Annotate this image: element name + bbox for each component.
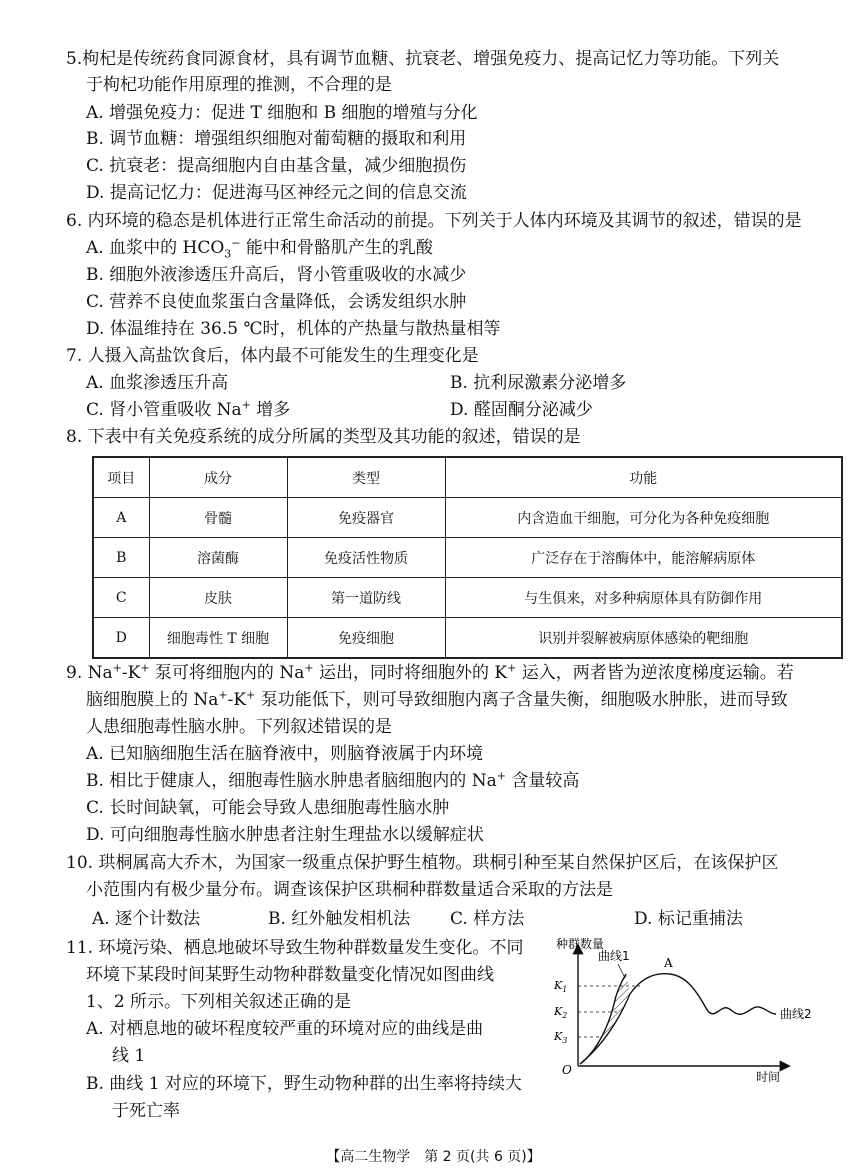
table-cell: 皮肤: [149, 578, 287, 618]
q11-option-a-line1: A. 对栖息地的破坏程度较严重的环境对应的曲线是曲: [86, 1019, 484, 1039]
q8-stem: 8. 下表中有关免疫系统的成分所属的类型及其功能的叙述，错误的是: [66, 427, 581, 447]
table-cell: 细胞毒性 T 细胞: [149, 618, 287, 659]
curve-2-label: 曲线2: [780, 1007, 812, 1021]
q9-option-a: A. 已知脑细胞生活在脑脊液中，则脑脊液属于内环境: [86, 744, 484, 764]
q7-option-d: D. 醛固酮分泌减少: [450, 400, 593, 420]
origin-label: O: [562, 1063, 572, 1077]
table-header-cell: 功能: [445, 457, 842, 498]
q11-option-b-line2: 于死亡率: [112, 1101, 180, 1121]
k2-label: $K_2$: [554, 1005, 568, 1020]
curve-1: [580, 974, 626, 1064]
table-cell: 免疫细胞: [287, 618, 445, 659]
q6-stem: 6. 内环境的稳态是机体进行正常生命活动的前提。下列关于人体内环境及其调节的叙述，错误的是: [66, 211, 802, 231]
table-header-cell: 类型: [287, 457, 445, 498]
q9-option-b: B. 相比于健康人，细胞毒性脑水肿患者脑细胞内的 Na+ 含量较高: [86, 769, 580, 791]
point-a-label: A: [664, 956, 673, 970]
table-cell: 免疫器官: [287, 498, 445, 538]
q6-option-a: A. 血浆中的 $HCO_3^-$ 能中和骨骼肌产生的乳酸: [86, 236, 433, 261]
table-cell: 免疫活性物质: [287, 538, 445, 578]
q8-table: [92, 456, 843, 659]
q7-option-b: B. 抗利尿激素分泌增多: [450, 373, 627, 393]
q11-stem-line2: 环境下某段时间某野生动物种群数量变化情况如图曲线: [86, 965, 494, 985]
q7-option-a: A. 血浆渗透压升高: [86, 373, 229, 393]
q10-stem-line2: 小范围内有极少量分布。调查该保护区珙桐种群数量适合采取的方法是: [86, 880, 613, 900]
table-header-cell: 成分: [149, 457, 287, 498]
population-curve-figure: [548, 934, 848, 1094]
table-header-cell: 项目: [93, 457, 149, 498]
y-axis-label: 种群数量: [556, 937, 605, 951]
q9-option-c: C. 长时间缺氧，可能会导致人患细胞毒性脑水肿: [86, 798, 450, 818]
q6-option-c: C. 营养不良使血浆蛋白含量降低，会诱发组织水肿: [86, 292, 467, 312]
q11-option-a-line2: 线 1: [112, 1046, 146, 1066]
table-cell: 广泛存在于溶酶体中，能溶解病原体: [445, 538, 842, 578]
table-cell: 内含造血干细胞，可分化为各种免疫细胞: [445, 498, 842, 538]
table-cell: 第一道防线: [287, 578, 445, 618]
q6-option-b: B. 细胞外液渗透压升高后，肾小管重吸收的水减少: [86, 265, 467, 285]
table-cell: C: [93, 578, 149, 618]
q10-option-a: A. 逐个计数法: [92, 909, 201, 929]
q5-stem-line2: 于枸杞功能作用原理的推测，不合理的是: [86, 75, 392, 95]
table-row: [93, 618, 842, 659]
q5-option-b: B. 调节血糖：增强组织细胞对葡萄糖的摄取和利用: [86, 129, 467, 149]
table-cell: A: [93, 498, 149, 538]
q9-stem-line3: 人患细胞毒性脑水肿。下列叙述错误的是: [86, 717, 392, 737]
hatched-region: [580, 974, 630, 1064]
table-cell: D: [93, 618, 149, 659]
q10-option-c: C. 样方法: [450, 909, 525, 929]
k1-label: $K_1$: [554, 979, 568, 994]
q6-option-d: D. 体温维持在 36.5 ℃时，机体的产热量与散热量相等: [86, 319, 501, 339]
q7-stem: 7. 人摄入高盐饮食后，体内最不可能发生的生理变化是: [66, 346, 479, 366]
table-cell: 识别并裂解被病原体感染的靶细胞: [445, 618, 842, 659]
table-cell: 骨髓: [149, 498, 287, 538]
q7-option-c: C. 肾小管重吸收 Na+ 增多: [86, 398, 291, 420]
q5-option-c: C. 抗衰老：提高细胞内自由基含量，减少细胞损伤: [86, 156, 467, 176]
table-header-row: [93, 457, 842, 498]
q9-option-d: D. 可向细胞毒性脑水肿患者注射生理盐水以缓解症状: [86, 825, 484, 845]
table-cell: B: [93, 538, 149, 578]
k3-label: $K_3$: [554, 1030, 568, 1045]
curve-1-label: 曲线1: [598, 949, 630, 963]
q5-stem-line1: 5.枸杞是传统药食同源食材，具有调节血糖、抗衰老、增强免疫力、提高记忆力等功能。下列关: [66, 49, 780, 69]
q9-stem-line1: 9. Na+-K+ 泵可将细胞内的 Na+ 运出，同时将细胞外的 K+ 运入，两者皆为逆浓度梯度运输。若: [66, 661, 794, 683]
q5-option-a: A. 增强免疫力：促进 T 细胞和 B 细胞的增殖与分化: [86, 103, 478, 123]
table-cell: 溶菌酶: [149, 538, 287, 578]
page-footer: 【高二生物学 第 2 页(共 6 页)】: [326, 1149, 541, 1165]
table-row: [93, 538, 842, 578]
q9-stem-line2: 脑细胞膜上的 Na+-K+ 泵功能低下，则可导致细胞内离子含量失衡，细胞吸水肿胀，进而导致: [86, 688, 788, 710]
x-axis-label: 时间: [756, 1070, 781, 1084]
table-cell: 与生俱来，对多种病原体具有防御作用: [445, 578, 842, 618]
q10-option-b: B. 红外触发相机法: [268, 909, 411, 929]
q10-stem-line1: 10. 珙桐属高大乔木，为国家一级重点保护野生植物。珙桐引种至某自然保护区后，在该保护区: [66, 853, 779, 873]
q10-option-d: D. 标记重捕法: [634, 909, 743, 929]
table-row: [93, 498, 842, 538]
q11-stem-line1: 11. 环境污染、栖息地破坏导致生物种群数量发生变化。不同: [66, 938, 524, 958]
q5-option-d: D. 提高记忆力：促进海马区神经元之间的信息交流: [86, 183, 467, 203]
q11-stem-line3: 1、2 所示。下列相关叙述正确的是: [86, 992, 352, 1012]
q11-option-b-line1: B. 曲线 1 对应的环境下，野生动物种群的出生率将持续大: [86, 1074, 522, 1094]
table-row: [93, 578, 842, 618]
